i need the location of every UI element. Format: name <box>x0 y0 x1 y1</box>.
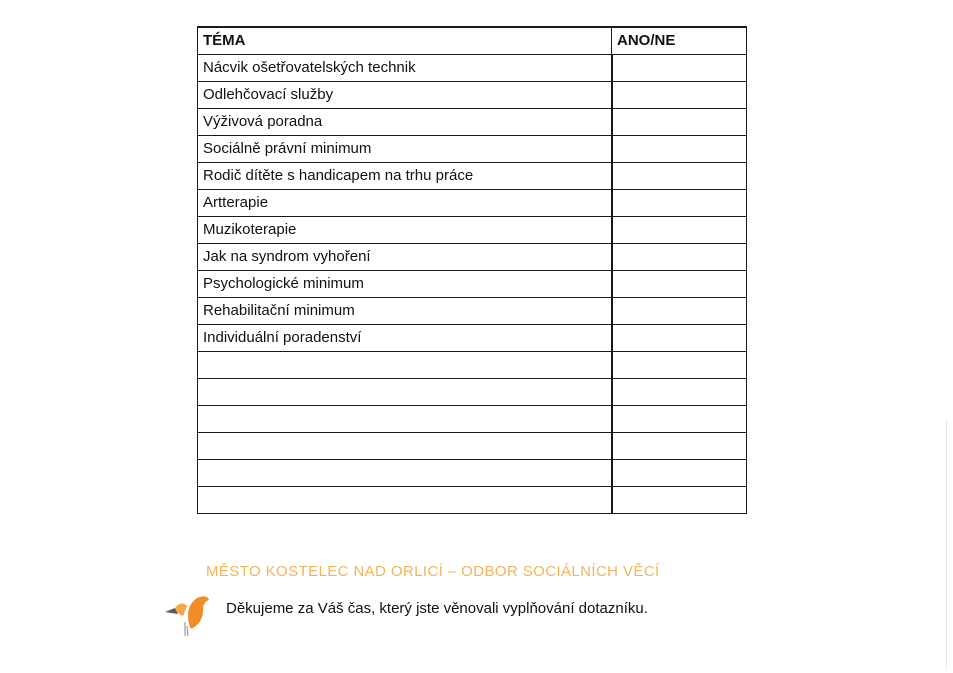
table-row <box>198 109 747 136</box>
answer-cell[interactable] <box>612 325 747 352</box>
topic-cell[interactable] <box>198 379 612 406</box>
answer-cell[interactable] <box>612 487 747 514</box>
table-row <box>198 406 747 433</box>
table-row <box>198 325 747 352</box>
answer-cell[interactable] <box>612 217 747 244</box>
table-row <box>198 460 747 487</box>
answer-cell[interactable] <box>612 379 747 406</box>
bird-logo-icon <box>163 592 215 638</box>
answer-cell[interactable] <box>612 433 747 460</box>
topic-cell: Rehabilitační minimum <box>198 298 612 325</box>
thank-you-note: Děkujeme za Váš čas, který jste věnovali vyplňování dotazníku. <box>226 600 648 617</box>
table-row <box>198 217 747 244</box>
topic-cell: Odlehčovací služby <box>198 82 612 109</box>
topic-cell[interactable] <box>198 406 612 433</box>
topic-cell: Rodič dítěte s handicapem na trhu práce <box>198 163 612 190</box>
table-row <box>198 55 747 82</box>
table-row <box>198 379 747 406</box>
topic-cell: Výživová poradna <box>198 109 612 136</box>
topic-cell: Individuální poradenství <box>198 325 612 352</box>
table-row <box>198 433 747 460</box>
topic-cell[interactable] <box>198 433 612 460</box>
table-row <box>198 244 747 271</box>
answer-cell[interactable] <box>612 55 747 82</box>
answer-cell[interactable] <box>612 190 747 217</box>
answer-cell[interactable] <box>612 82 747 109</box>
table-row <box>198 352 747 379</box>
answer-cell[interactable] <box>612 271 747 298</box>
topic-cell: Nácvik ošetřovatelských technik <box>198 55 612 82</box>
table-row <box>198 487 747 514</box>
topic-cell: Artterapie <box>198 190 612 217</box>
header-answer: ANO/NE <box>612 27 747 55</box>
table-row <box>198 190 747 217</box>
answer-cell[interactable] <box>612 352 747 379</box>
header-topic: TÉMA <box>198 27 612 55</box>
page-edge-divider <box>946 420 947 670</box>
table-row <box>198 82 747 109</box>
table-row <box>198 298 747 325</box>
answer-cell[interactable] <box>612 244 747 271</box>
topic-cell[interactable] <box>198 460 612 487</box>
topic-cell: Sociálně právní minimum <box>198 136 612 163</box>
topic-cell: Psychologické minimum <box>198 271 612 298</box>
table-row <box>198 136 747 163</box>
organization-name: MĚSTO KOSTELEC NAD ORLICÍ – ODBOR SOCIÁLNÍCH VĚCÍ <box>206 563 660 580</box>
topic-cell: Jak na syndrom vyhoření <box>198 244 612 271</box>
answer-cell[interactable] <box>612 136 747 163</box>
table-row <box>198 163 747 190</box>
answer-cell[interactable] <box>612 406 747 433</box>
topic-cell[interactable] <box>198 352 612 379</box>
topics-table <box>197 26 747 514</box>
table-header-row <box>198 27 747 55</box>
answer-cell[interactable] <box>612 163 747 190</box>
topic-cell: Muzikoterapie <box>198 217 612 244</box>
topic-cell[interactable] <box>198 487 612 514</box>
answer-cell[interactable] <box>612 460 747 487</box>
answer-cell[interactable] <box>612 109 747 136</box>
answer-cell[interactable] <box>612 298 747 325</box>
table-row <box>198 271 747 298</box>
